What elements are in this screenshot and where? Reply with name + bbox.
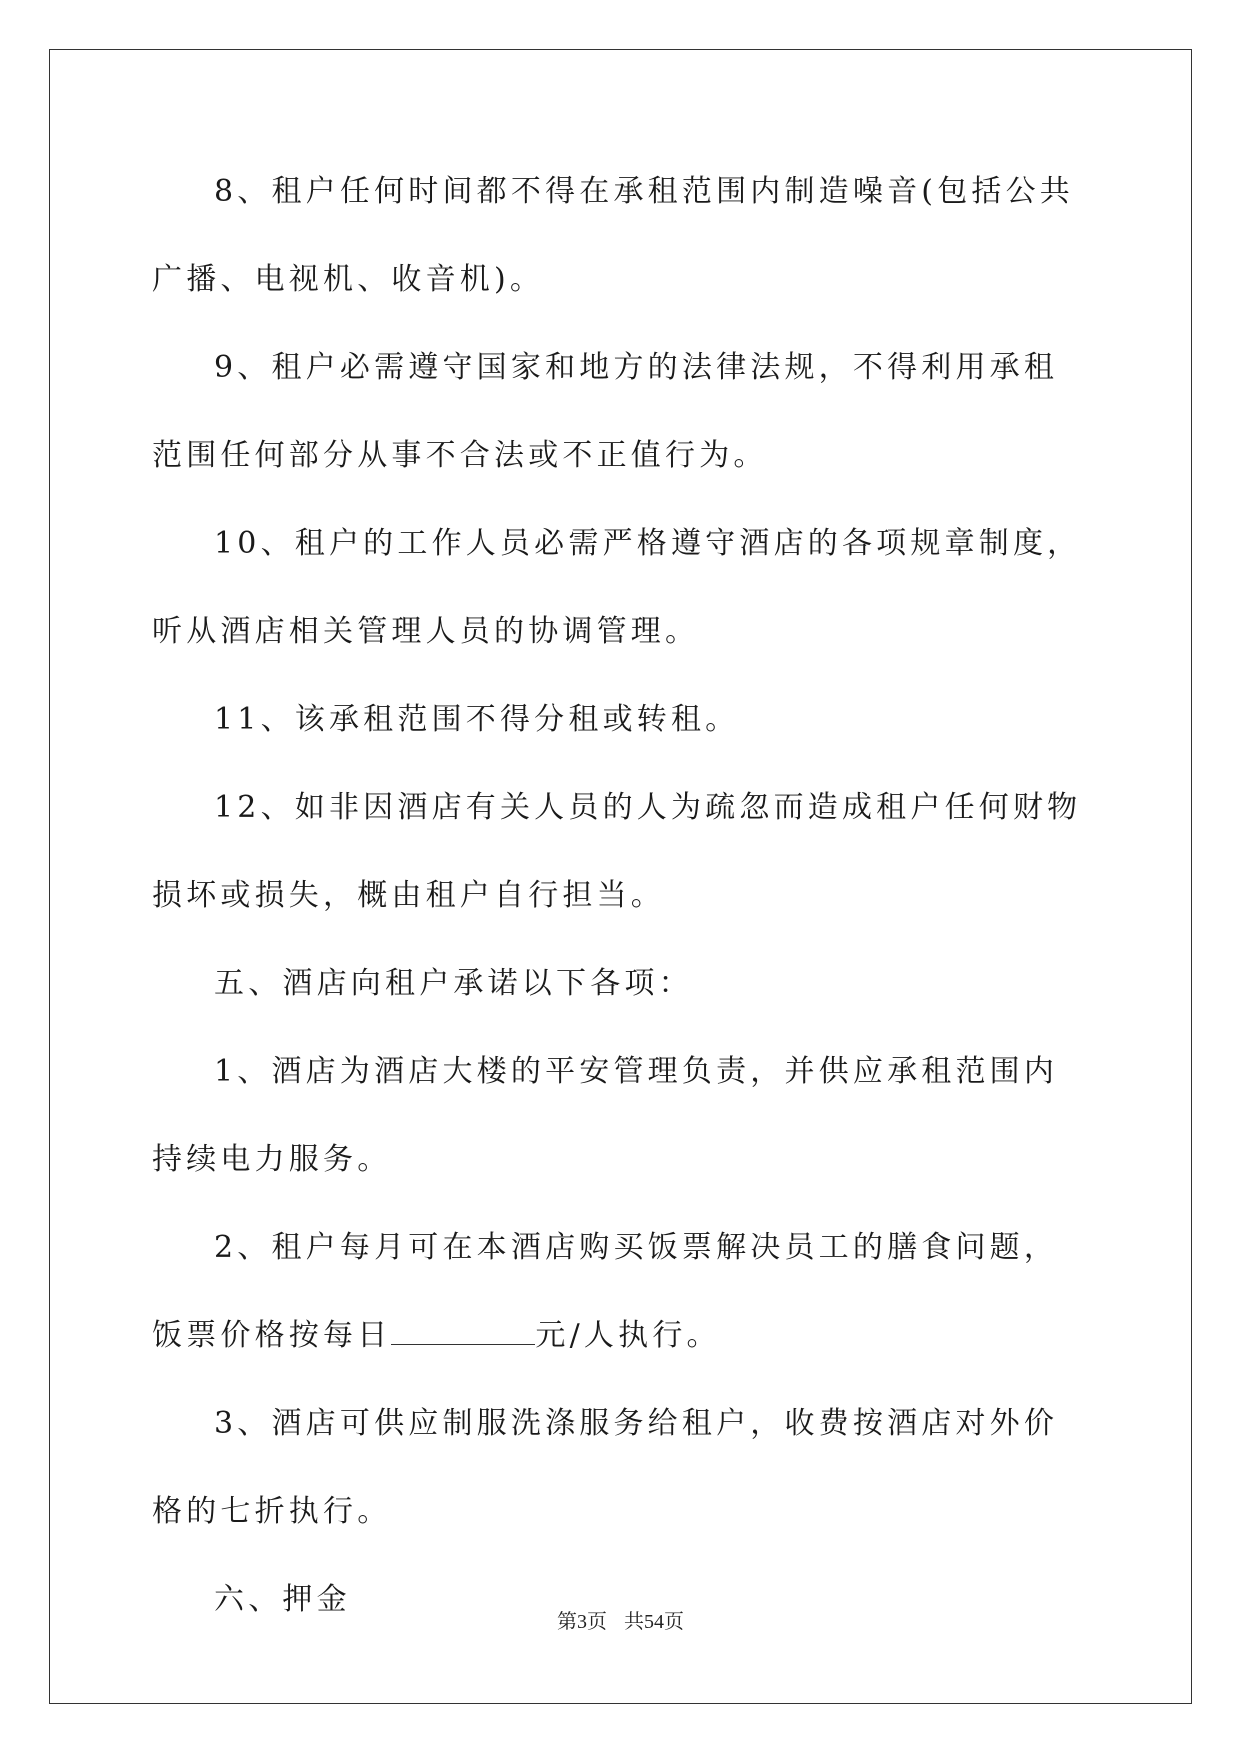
commitment-2-tail: 元/人执行。: [535, 1318, 721, 1353]
section-heading-6: 六、押金: [214, 1582, 351, 1617]
page-total: 共54页: [624, 1611, 684, 1633]
section-heading-5: 五、酒店向租户承诺以下各项：: [214, 966, 693, 1001]
clause-8: 8、租户任何时间都不得在承租范围内制造噪音(包括公共广播、电视机、收音机)。: [152, 174, 1074, 297]
clause-12: 12、如非因酒店有关人员的人为疏忽而造成租户任何财物损坏或损失，概由租户自行担当。: [152, 790, 1082, 913]
commitment-2-text: 2、租户每月可在本酒店购买饭票解决员工的膳食问题，饭票价格按每日: [152, 1230, 1059, 1353]
commitment-2: [152, 1204, 1092, 1380]
clause-10: 10、租户的工作人员必需严格遵守酒店的各项规章制度，听从酒店相关管理人员的协调管理。: [152, 526, 1082, 649]
commitment-3: 3、酒店可供应制服洗涤服务给租户，收费按酒店对外价格的七折执行。: [152, 1406, 1059, 1529]
page-number: 第3页: [557, 1611, 607, 1633]
document-body: [152, 148, 1092, 1644]
price-blank-field: [391, 1318, 535, 1345]
clause-9: 9、租户必需遵守国家和地方的法律法规，不得利用承租范围任何部分从事不合法或不正值行为。: [152, 350, 1059, 473]
commitment-1: 1、酒店为酒店大楼的平安管理负责，并供应承租范围内持续电力服务。: [152, 1054, 1059, 1177]
page-footer: [0, 1605, 1241, 1634]
clause-11: 11、该承租范围不得分租或转租。: [214, 702, 740, 737]
